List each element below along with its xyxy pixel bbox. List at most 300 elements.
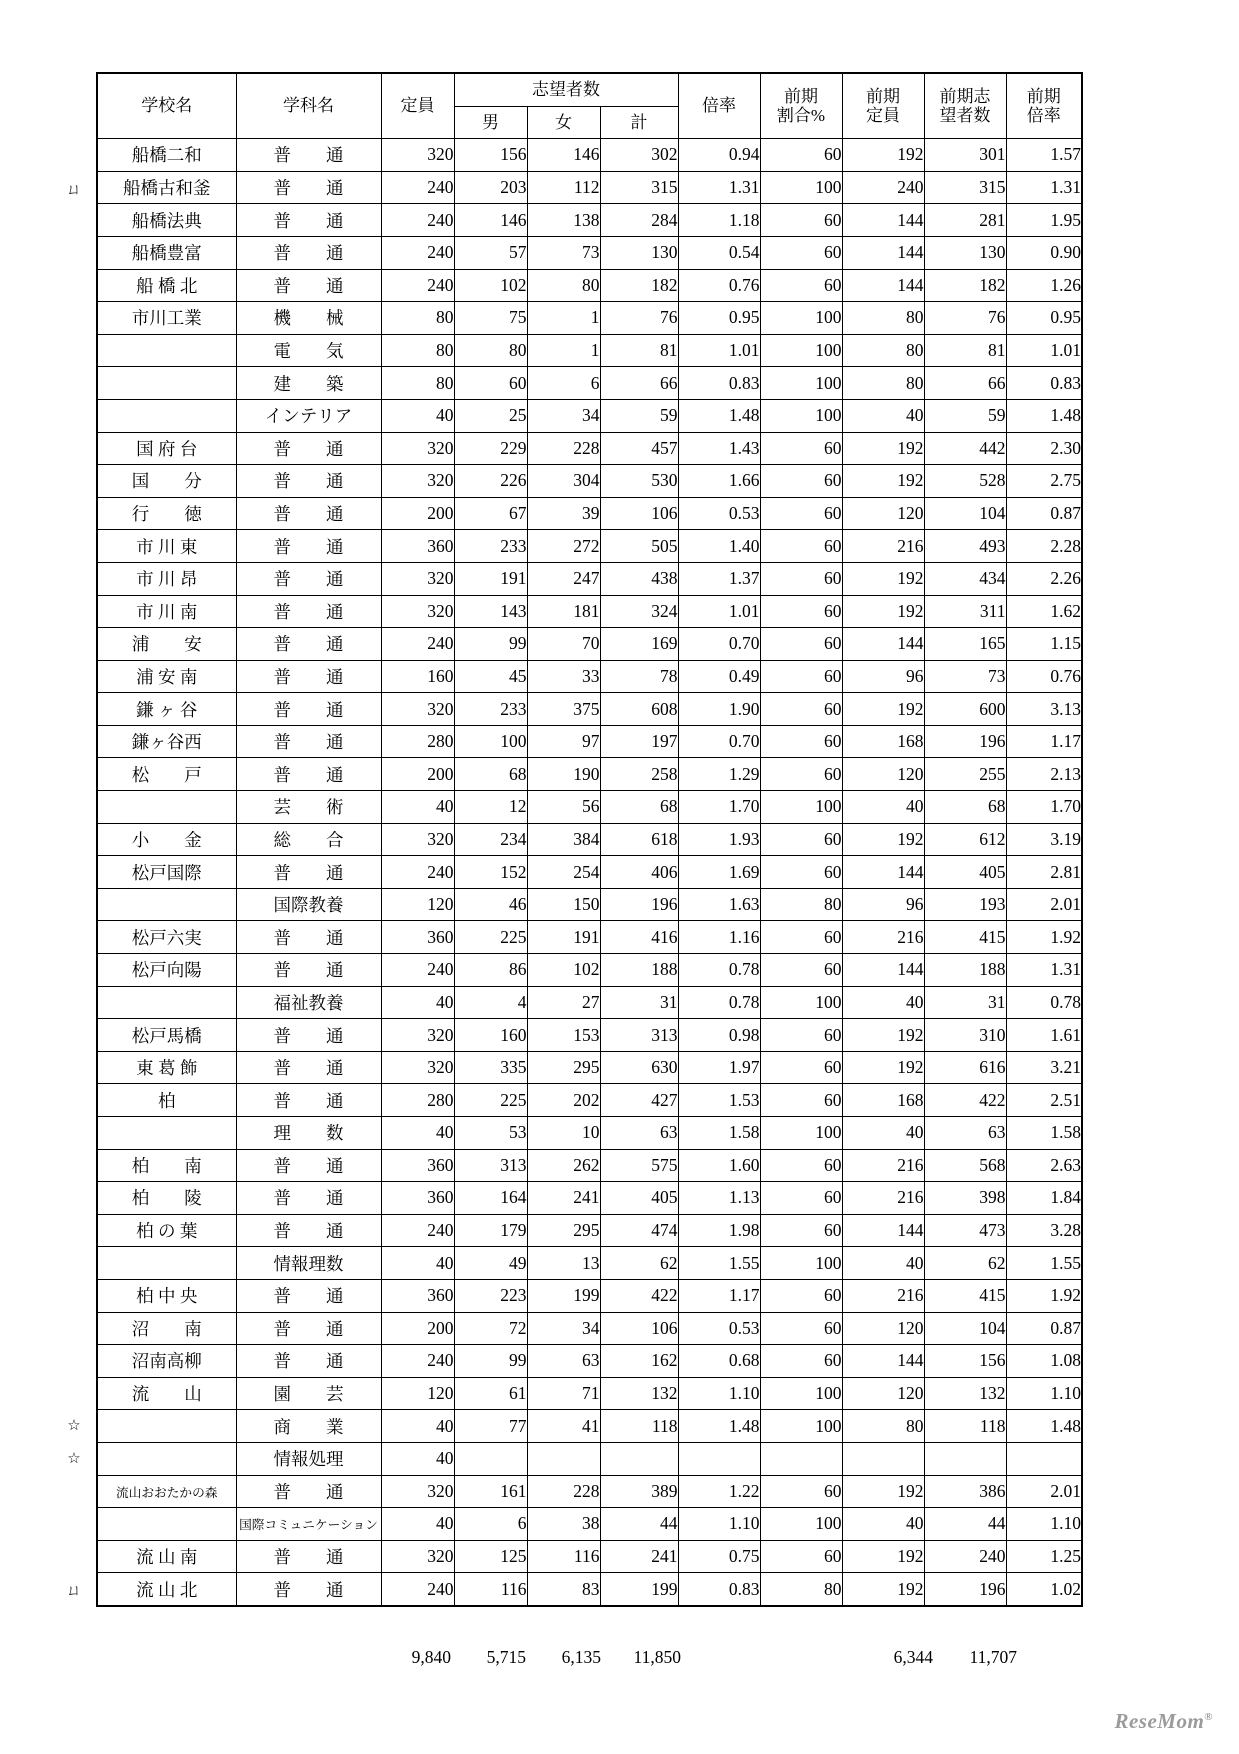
cell-school: 柏 中 央	[97, 1279, 236, 1312]
table-row	[97, 334, 1082, 367]
cell-female: 1	[527, 334, 600, 367]
cell-rate: 1.48	[678, 399, 760, 432]
cell-male: 99	[454, 1345, 527, 1378]
cell-rate: 0.68	[678, 1345, 760, 1378]
cell-pre-rate: 2.28	[1006, 530, 1082, 563]
cell-female: 102	[527, 954, 600, 987]
cell-capacity: 120	[381, 888, 454, 921]
cell-female: 63	[527, 1345, 600, 1378]
table-row	[97, 1442, 1082, 1475]
cell-school: 松 戸	[97, 758, 236, 791]
cell-school	[97, 1117, 236, 1150]
cell-female: 70	[527, 628, 600, 661]
cell-pre-pct: 60	[760, 856, 842, 889]
cell-pre-rate: 1.08	[1006, 1345, 1082, 1378]
cell-pre-applicants: 398	[924, 1182, 1006, 1215]
cell-total: 608	[600, 693, 678, 726]
cell-pre-pct: 60	[760, 204, 842, 237]
cell-school: 松戸向陽	[97, 954, 236, 987]
cell-male: 80	[454, 334, 527, 367]
cell-total: 132	[600, 1377, 678, 1410]
cell-female: 13	[527, 1247, 600, 1280]
cell-pre-capacity: 192	[842, 465, 924, 498]
cell-rate: 1.13	[678, 1182, 760, 1215]
cell-capacity: 320	[381, 1051, 454, 1084]
cell-pre-pct: 100	[760, 1410, 842, 1443]
cell-pre-pct: 60	[760, 823, 842, 856]
cell-pre-rate: 1.31	[1006, 954, 1082, 987]
cell-pre-pct: 100	[760, 791, 842, 824]
table-row	[97, 986, 1082, 1019]
cell-pre-applicants: 311	[924, 595, 1006, 628]
table-row	[97, 302, 1082, 335]
cell-rate: 0.83	[678, 367, 760, 400]
cell-male: 225	[454, 1084, 527, 1117]
cell-dept: 普 通	[236, 1019, 381, 1052]
cell-total: 188	[600, 954, 678, 987]
row-marker: ㄩ	[66, 1583, 82, 1600]
cell-pre-capacity: 40	[842, 1508, 924, 1541]
cell-total: 62	[600, 1247, 678, 1280]
cell-dept: 芸 術	[236, 791, 381, 824]
cell-pre-applicants: 600	[924, 693, 1006, 726]
cell-pre-capacity: 144	[842, 1345, 924, 1378]
cell-pre-rate: 1.10	[1006, 1508, 1082, 1541]
cell-pre-pct: 60	[760, 432, 842, 465]
cell-pre-applicants: 31	[924, 986, 1006, 1019]
resemom-watermark	[1114, 1709, 1213, 1734]
cell-male: 229	[454, 432, 527, 465]
cell-pre-rate: 2.75	[1006, 465, 1082, 498]
cell-male: 6	[454, 1508, 527, 1541]
cell-pre-capacity: 240	[842, 171, 924, 204]
cell-pre-rate: 2.01	[1006, 888, 1082, 921]
cell-female: 375	[527, 693, 600, 726]
table-row	[97, 139, 1082, 172]
cell-capacity: 320	[381, 823, 454, 856]
cell-female: 80	[527, 269, 600, 302]
cell-capacity: 40	[381, 986, 454, 1019]
cell-female: 34	[527, 1312, 600, 1345]
cell-female: 181	[527, 595, 600, 628]
header-applicants: 志望者数	[454, 73, 678, 106]
cell-pre-rate: 1.31	[1006, 171, 1082, 204]
cell-school	[97, 1508, 236, 1541]
cell-total: 324	[600, 595, 678, 628]
cell-pre-capacity: 120	[842, 758, 924, 791]
cell-rate: 1.01	[678, 595, 760, 628]
cell-rate: 0.94	[678, 139, 760, 172]
cell-total: 106	[600, 1312, 678, 1345]
cell-school	[97, 1247, 236, 1280]
cell-male: 77	[454, 1410, 527, 1443]
cell-pre-pct: 100	[760, 1247, 842, 1280]
cell-pre-capacity: 168	[842, 1084, 924, 1117]
cell-dept: 普 通	[236, 1051, 381, 1084]
cell-pre-rate: 0.87	[1006, 1312, 1082, 1345]
cell-pre-applicants: 255	[924, 758, 1006, 791]
cell-school: 流 山 南	[97, 1540, 236, 1573]
cell-pre-applicants: 405	[924, 856, 1006, 889]
cell-pre-rate: 2.51	[1006, 1084, 1082, 1117]
cell-capacity: 40	[381, 1117, 454, 1150]
cell-pre-pct: 60	[760, 1019, 842, 1052]
cell-school: 松戸馬橋	[97, 1019, 236, 1052]
cell-male: 125	[454, 1540, 527, 1573]
cell-pre-capacity: 120	[842, 1377, 924, 1410]
cell-dept: 普 通	[236, 660, 381, 693]
cell-dept: 普 通	[236, 954, 381, 987]
table-row	[97, 791, 1082, 824]
cell-pre-applicants: 44	[924, 1508, 1006, 1541]
cell-male: 191	[454, 562, 527, 595]
cell-pre-applicants: 281	[924, 204, 1006, 237]
cell-pre-capacity: 192	[842, 823, 924, 856]
cell-pre-pct: 60	[760, 269, 842, 302]
cell-male: 313	[454, 1149, 527, 1182]
cell-pre-applicants: 415	[924, 921, 1006, 954]
cell-rate: 1.37	[678, 562, 760, 595]
cell-female: 254	[527, 856, 600, 889]
table-row	[97, 236, 1082, 269]
cell-female: 83	[527, 1573, 600, 1606]
cell-pre-applicants: 130	[924, 236, 1006, 269]
cell-capacity: 40	[381, 399, 454, 432]
cell-school: 船橋二和	[97, 139, 236, 172]
cell-total: 106	[600, 497, 678, 530]
cell-capacity: 240	[381, 856, 454, 889]
cell-school: 流山おおたかの森	[97, 1475, 236, 1508]
cell-female: 73	[527, 236, 600, 269]
cell-pre-rate: 0.78	[1006, 986, 1082, 1019]
cell-pre-rate: 1.70	[1006, 791, 1082, 824]
cell-male: 233	[454, 530, 527, 563]
cell-female: 199	[527, 1279, 600, 1312]
cell-pre-capacity: 120	[842, 497, 924, 530]
cell-pre-applicants: 132	[924, 1377, 1006, 1410]
cell-rate: 0.53	[678, 497, 760, 530]
table-row	[97, 1540, 1082, 1573]
header-capacity: 定員	[381, 73, 454, 139]
cell-pre-rate: 1.55	[1006, 1247, 1082, 1280]
cell-dept: 普 通	[236, 1540, 381, 1573]
cell-female: 241	[527, 1182, 600, 1215]
cell-male: 68	[454, 758, 527, 791]
totals-blank-school	[98, 1642, 237, 1672]
cell-total: 530	[600, 465, 678, 498]
table-row	[97, 954, 1082, 987]
cell-pre-capacity: 216	[842, 1182, 924, 1215]
cell-pre-pct: 60	[760, 139, 842, 172]
cell-total: 302	[600, 139, 678, 172]
cell-rate: 1.97	[678, 1051, 760, 1084]
cell-pre-capacity: 192	[842, 139, 924, 172]
cell-pre-rate: 1.17	[1006, 725, 1082, 758]
cell-dept: 普 通	[236, 139, 381, 172]
cell-pre-pct: 60	[760, 1182, 842, 1215]
cell-female: 146	[527, 139, 600, 172]
cell-pre-pct: 100	[760, 1508, 842, 1541]
cell-pre-pct	[760, 1442, 842, 1475]
cell-capacity: 320	[381, 1019, 454, 1052]
cell-total: 68	[600, 791, 678, 824]
cell-total: 44	[600, 1508, 678, 1541]
cell-pre-pct: 60	[760, 1475, 842, 1508]
cell-total: 118	[600, 1410, 678, 1443]
cell-pre-rate: 2.26	[1006, 562, 1082, 595]
cell-female: 34	[527, 399, 600, 432]
table-row	[97, 1019, 1082, 1052]
cell-school: 柏 の 葉	[97, 1214, 236, 1247]
cell-total: 405	[600, 1182, 678, 1215]
cell-male: 46	[454, 888, 527, 921]
cell-dept: 普 通	[236, 1149, 381, 1182]
cell-dept: 国際教養	[236, 888, 381, 921]
cell-capacity: 240	[381, 954, 454, 987]
cell-pre-applicants: 196	[924, 1573, 1006, 1606]
cell-pre-rate: 0.90	[1006, 236, 1082, 269]
cell-pre-rate: 1.57	[1006, 139, 1082, 172]
cell-male: 152	[454, 856, 527, 889]
cell-pre-pct: 60	[760, 497, 842, 530]
cell-pre-applicants: 193	[924, 888, 1006, 921]
table-row	[97, 1279, 1082, 1312]
cell-capacity: 240	[381, 171, 454, 204]
cell-school: 柏 南	[97, 1149, 236, 1182]
cell-pre-pct: 60	[760, 1345, 842, 1378]
cell-pre-pct: 60	[760, 530, 842, 563]
cell-pre-applicants: 612	[924, 823, 1006, 856]
cell-total: 196	[600, 888, 678, 921]
cell-capacity: 320	[381, 1540, 454, 1573]
cell-dept: 普 通	[236, 1475, 381, 1508]
cell-pre-pct: 60	[760, 1279, 842, 1312]
table-row	[97, 725, 1082, 758]
cell-school: 東 葛 飾	[97, 1051, 236, 1084]
cell-pre-pct: 100	[760, 986, 842, 1019]
cell-pre-applicants: 182	[924, 269, 1006, 302]
cell-school: 市 川 昂	[97, 562, 236, 595]
cell-school	[97, 986, 236, 1019]
cell-total: 474	[600, 1214, 678, 1247]
cell-capacity: 280	[381, 725, 454, 758]
cell-pre-capacity: 192	[842, 1051, 924, 1084]
cell-dept: 普 通	[236, 1312, 381, 1345]
cell-female: 228	[527, 1475, 600, 1508]
cell-pre-pct: 100	[760, 399, 842, 432]
cell-dept: 普 通	[236, 1279, 381, 1312]
cell-pre-rate: 0.76	[1006, 660, 1082, 693]
table-row	[97, 1508, 1082, 1541]
cell-pre-applicants: 301	[924, 139, 1006, 172]
cell-pre-rate: 1.84	[1006, 1182, 1082, 1215]
cell-pre-pct: 60	[760, 628, 842, 661]
table-row	[97, 1573, 1082, 1606]
cell-female: 150	[527, 888, 600, 921]
cell-pre-rate: 1.26	[1006, 269, 1082, 302]
cell-rate: 1.10	[678, 1508, 760, 1541]
totals-total: 11,850	[633, 1646, 681, 1667]
cell-female: 304	[527, 465, 600, 498]
cell-dept: 商 業	[236, 1410, 381, 1443]
table-row	[97, 1475, 1082, 1508]
table-row	[97, 1214, 1082, 1247]
cell-pre-pct: 60	[760, 693, 842, 726]
cell-pre-capacity: 144	[842, 954, 924, 987]
cell-pre-capacity: 40	[842, 1117, 924, 1150]
cell-pre-applicants: 188	[924, 954, 1006, 987]
cell-pre-applicants: 493	[924, 530, 1006, 563]
table-row	[97, 171, 1082, 204]
cell-pre-capacity: 144	[842, 204, 924, 237]
cell-female: 6	[527, 367, 600, 400]
cell-pre-capacity: 40	[842, 1247, 924, 1280]
cell-pre-capacity: 80	[842, 367, 924, 400]
cell-pre-capacity: 96	[842, 888, 924, 921]
table-body	[97, 139, 1082, 1606]
cell-dept: 福祉教養	[236, 986, 381, 1019]
cell-total: 182	[600, 269, 678, 302]
cell-rate: 1.69	[678, 856, 760, 889]
header-male: 男	[454, 106, 527, 139]
table-row	[97, 367, 1082, 400]
cell-school: 柏	[97, 1084, 236, 1117]
cell-pre-pct: 100	[760, 1377, 842, 1410]
cell-dept: 普 通	[236, 171, 381, 204]
cell-pre-applicants: 473	[924, 1214, 1006, 1247]
header-pre-rate-line2: 倍率	[1026, 106, 1061, 126]
header-pre-rate-line1: 前期	[1026, 86, 1061, 106]
cell-total: 630	[600, 1051, 678, 1084]
cell-pre-pct: 60	[760, 1214, 842, 1247]
cell-school: 浦 安	[97, 628, 236, 661]
cell-pre-rate: 1.01	[1006, 334, 1082, 367]
cell-rate: 0.49	[678, 660, 760, 693]
applicants-table	[96, 72, 1083, 1607]
cell-capacity: 360	[381, 1149, 454, 1182]
cell-pre-pct: 60	[760, 954, 842, 987]
cell-rate: 1.29	[678, 758, 760, 791]
cell-capacity: 360	[381, 1279, 454, 1312]
cell-female: 116	[527, 1540, 600, 1573]
cell-female: 295	[527, 1214, 600, 1247]
cell-male: 156	[454, 139, 527, 172]
cell-school: 市川工業	[97, 302, 236, 335]
cell-school: 船橋豊富	[97, 236, 236, 269]
cell-rate: 1.48	[678, 1410, 760, 1443]
cell-school: 行 徳	[97, 497, 236, 530]
cell-dept: インテリア	[236, 399, 381, 432]
cell-female: 97	[527, 725, 600, 758]
cell-pre-applicants: 442	[924, 432, 1006, 465]
cell-pre-pct: 100	[760, 302, 842, 335]
cell-pre-capacity: 120	[842, 1312, 924, 1345]
cell-male: 67	[454, 497, 527, 530]
cell-total: 199	[600, 1573, 678, 1606]
cell-pre-applicants: 196	[924, 725, 1006, 758]
table-row	[97, 497, 1082, 530]
cell-female: 384	[527, 823, 600, 856]
cell-pre-capacity: 80	[842, 1410, 924, 1443]
cell-total: 78	[600, 660, 678, 693]
cell-dept: 電 気	[236, 334, 381, 367]
cell-pre-capacity: 168	[842, 725, 924, 758]
cell-pre-pct: 60	[760, 236, 842, 269]
cell-pre-capacity: 216	[842, 1279, 924, 1312]
watermark-sup: ®	[1204, 1711, 1213, 1723]
cell-pre-applicants: 118	[924, 1410, 1006, 1443]
cell-total: 241	[600, 1540, 678, 1573]
cell-pre-rate: 2.63	[1006, 1149, 1082, 1182]
cell-male: 53	[454, 1117, 527, 1150]
cell-dept: 普 通	[236, 1345, 381, 1378]
cell-total: 575	[600, 1149, 678, 1182]
cell-capacity: 80	[381, 334, 454, 367]
cell-dept: 園 芸	[236, 1377, 381, 1410]
cell-pre-pct: 60	[760, 1540, 842, 1573]
header-school: 学校名	[97, 73, 236, 139]
cell-female: 56	[527, 791, 600, 824]
cell-total: 197	[600, 725, 678, 758]
cell-total: 31	[600, 986, 678, 1019]
cell-pre-capacity: 216	[842, 1149, 924, 1182]
table-row	[97, 562, 1082, 595]
cell-rate: 0.98	[678, 1019, 760, 1052]
table-header	[97, 73, 1082, 139]
cell-rate: 0.78	[678, 954, 760, 987]
cell-school	[97, 1442, 236, 1475]
cell-male: 45	[454, 660, 527, 693]
cell-capacity: 320	[381, 562, 454, 595]
table-row	[97, 269, 1082, 302]
cell-pre-pct: 60	[760, 1312, 842, 1345]
totals-blank-rate	[691, 1642, 773, 1672]
cell-pre-capacity: 192	[842, 562, 924, 595]
table-row	[97, 1247, 1082, 1280]
cell-pre-pct: 60	[760, 660, 842, 693]
cell-total: 59	[600, 399, 678, 432]
cell-pre-pct: 60	[760, 1051, 842, 1084]
cell-pre-pct: 60	[760, 1149, 842, 1182]
cell-capacity: 320	[381, 595, 454, 628]
totals-female: 6,135	[561, 1646, 601, 1667]
cell-male: 203	[454, 171, 527, 204]
cell-pre-capacity: 192	[842, 693, 924, 726]
header-rate: 倍率	[678, 73, 760, 139]
cell-school: 船橋古和釜	[97, 171, 236, 204]
cell-rate: 1.18	[678, 204, 760, 237]
cell-male: 25	[454, 399, 527, 432]
totals-male: 5,715	[486, 1646, 526, 1667]
cell-rate: 1.58	[678, 1117, 760, 1150]
cell-pre-capacity: 192	[842, 1475, 924, 1508]
table-row	[97, 1345, 1082, 1378]
cell-school: 鎌 ヶ 谷	[97, 693, 236, 726]
cell-rate: 1.17	[678, 1279, 760, 1312]
header-female: 女	[527, 106, 600, 139]
cell-pre-applicants: 616	[924, 1051, 1006, 1084]
cell-female: 41	[527, 1410, 600, 1443]
cell-rate: 1.53	[678, 1084, 760, 1117]
cell-male: 75	[454, 302, 527, 335]
cell-capacity: 320	[381, 1475, 454, 1508]
cell-pre-pct: 60	[760, 465, 842, 498]
cell-rate: 0.70	[678, 725, 760, 758]
cell-rate: 1.10	[678, 1377, 760, 1410]
header-pre-rate	[1006, 73, 1082, 139]
cell-school	[97, 791, 236, 824]
cell-pre-pct: 60	[760, 921, 842, 954]
